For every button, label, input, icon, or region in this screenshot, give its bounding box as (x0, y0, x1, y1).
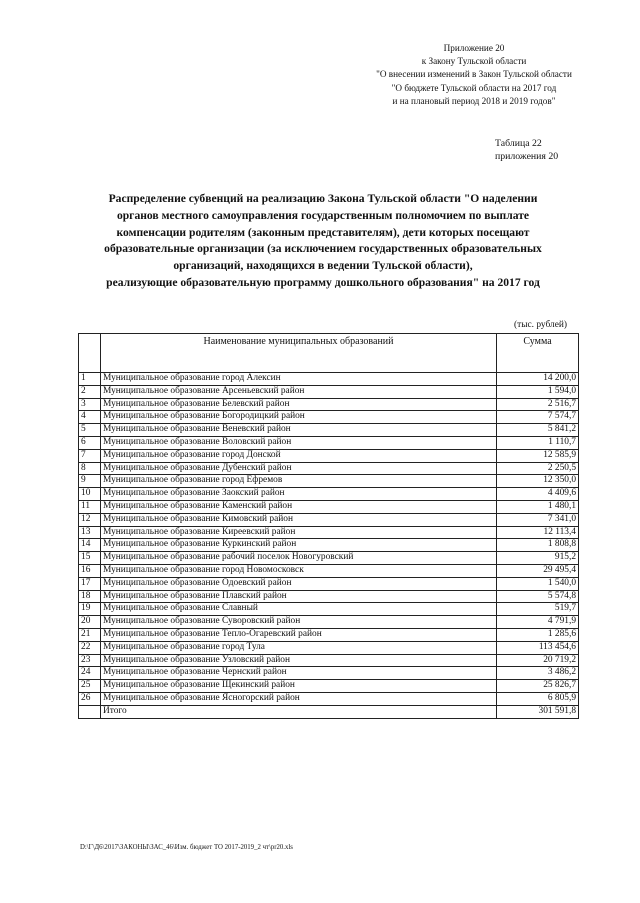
table-row (79, 680, 579, 693)
total-label: Итого (101, 705, 497, 718)
row-number: 7 (79, 449, 101, 462)
appendix-line: к Закону Тульской области (421, 56, 527, 67)
row-name: Муниципальное образование Щекинский район (101, 680, 497, 693)
row-sum: 1 540,0 (497, 577, 579, 590)
table-row (79, 539, 579, 552)
table-row (79, 462, 579, 475)
table-row (79, 449, 579, 462)
table-row (79, 475, 579, 488)
row-name: Муниципальное образование Дубенский район (101, 462, 497, 475)
header-name: Наименование муниципальных образований (101, 334, 497, 373)
appendix-line: "О бюджете Тульской области на 2017 год (391, 82, 557, 93)
table-row (79, 411, 579, 424)
row-number: 12 (79, 513, 101, 526)
table-row (79, 424, 579, 437)
subsidy-table (78, 333, 579, 719)
row-name: Муниципальное образование Ясногорский район (101, 692, 497, 705)
row-name: Муниципальное образование Воловский район (101, 436, 497, 449)
row-number: 23 (79, 654, 101, 667)
row-sum: 14 200,0 (497, 373, 579, 386)
unit-label: (тыс. рублей) (514, 320, 568, 330)
table-row (79, 616, 579, 629)
row-name: Муниципальное образование Суворовский район (101, 616, 497, 629)
table-row (79, 385, 579, 398)
title-line: органов местного самоуправления государственным полномочием по выплате (116, 208, 530, 222)
table-total-row (79, 705, 579, 718)
table-row (79, 590, 579, 603)
row-name: Муниципальное образование рабочий поселок Новогуровский (101, 552, 497, 565)
title-line: Распределение субвенций на реализацию Закона Тульской области "О наделении (108, 192, 538, 205)
row-number: 17 (79, 577, 101, 590)
row-number: 11 (79, 500, 101, 513)
row-name: Муниципальное образование Каменский район (101, 500, 497, 513)
title-line: реализующие образовательную программу дошкольного образования" на 2017 год (106, 275, 540, 289)
row-number: 1 (79, 373, 101, 386)
appendix-line: "О внесении изменений в Закон Тульской области (376, 69, 572, 80)
row-number: 26 (79, 692, 101, 705)
row-number: 14 (79, 539, 101, 552)
row-sum: 5 574,8 (497, 590, 579, 603)
table-row (79, 654, 579, 667)
header-number (79, 334, 101, 373)
row-name: Муниципальное образование Богородицкий район (101, 411, 497, 424)
row-number: 4 (79, 411, 101, 424)
row-sum: 12 113,4 (497, 526, 579, 539)
total-number-cell (79, 705, 101, 718)
row-number: 24 (79, 667, 101, 680)
row-sum: 12 585,9 (497, 449, 579, 462)
title-line: компенсации родителям (законным представителям), дети которых посещают (116, 225, 530, 239)
table-row (79, 373, 579, 386)
row-number: 8 (79, 462, 101, 475)
row-sum: 1 594,0 (497, 385, 579, 398)
row-number: 21 (79, 628, 101, 641)
header-sum: Сумма (497, 334, 579, 373)
file-path-footer: D:\Г\Д6\2017\ЗАКОНЫ\ЗАС_46\Изм. бюджет ТО 2017-2019_2 чт\pr20.xls (80, 844, 293, 851)
row-name: Муниципальное образование Славный (101, 603, 497, 616)
row-sum: 3 486,2 (497, 667, 579, 680)
row-name: Муниципальное образование город Тула (101, 641, 497, 654)
table-row (79, 641, 579, 654)
row-sum: 1 285,6 (497, 628, 579, 641)
row-number: 6 (79, 436, 101, 449)
row-number: 25 (79, 680, 101, 693)
row-sum: 915,2 (497, 552, 579, 565)
row-name: Муниципальное образование Тепло-Огаревский район (101, 628, 497, 641)
row-sum: 29 495,4 (497, 564, 579, 577)
title-line: организаций, находящихся в ведении Тульской области), (173, 259, 473, 273)
row-name: Муниципальное образование Киреевский район (101, 526, 497, 539)
table-row (79, 526, 579, 539)
row-name: Муниципальное образование Узловский район (101, 654, 497, 667)
row-number: 18 (79, 590, 101, 603)
table-header-row (79, 334, 579, 373)
table-row (79, 513, 579, 526)
table-row (79, 564, 579, 577)
table-row (79, 436, 579, 449)
table-row (79, 488, 579, 501)
row-sum: 2 250,5 (497, 462, 579, 475)
row-name: Муниципальное образование Одоевский район (101, 577, 497, 590)
row-sum: 6 805,9 (497, 692, 579, 705)
appendix-line: Приложение 20 (443, 43, 505, 53)
row-name: Муниципальное образование город Ефремов (101, 475, 497, 488)
table-row (79, 667, 579, 680)
row-sum: 7 341,0 (497, 513, 579, 526)
table-ref-line: Таблица 22 (495, 138, 542, 149)
row-sum: 519,7 (497, 603, 579, 616)
row-sum: 2 516,7 (497, 398, 579, 411)
row-name: Муниципальное образование Плавский район (101, 590, 497, 603)
row-name: Муниципальное образование город Донской (101, 449, 497, 462)
row-number: 5 (79, 424, 101, 437)
row-number: 2 (79, 385, 101, 398)
row-number: 15 (79, 552, 101, 565)
row-sum: 20 719,2 (497, 654, 579, 667)
table-row (79, 500, 579, 513)
row-name: Муниципальное образование Белевский район (101, 398, 497, 411)
total-sum: 301 591,8 (497, 705, 579, 718)
table-ref-line: приложения 20 (495, 151, 559, 162)
row-name: Муниципальное образование Куркинский район (101, 539, 497, 552)
row-name: Муниципальное образование Арсеньевский район (101, 385, 497, 398)
table-row (79, 628, 579, 641)
row-name: Муниципальное образование Чернский район (101, 667, 497, 680)
row-sum: 113 454,6 (497, 641, 579, 654)
table-row (79, 398, 579, 411)
row-name: Муниципальное образование Заокский район (101, 488, 497, 501)
row-number: 3 (79, 398, 101, 411)
row-number: 20 (79, 616, 101, 629)
row-number: 10 (79, 488, 101, 501)
row-name: Муниципальное образование Кимовский район (101, 513, 497, 526)
row-sum: 1 110,7 (497, 436, 579, 449)
table-row (79, 577, 579, 590)
table-row (79, 552, 579, 565)
row-sum: 1 808,8 (497, 539, 579, 552)
row-sum: 5 841,2 (497, 424, 579, 437)
row-name: Муниципальное образование город Новомосковск (101, 564, 497, 577)
row-sum: 12 350,0 (497, 475, 579, 488)
row-number: 13 (79, 526, 101, 539)
appendix-header (330, 42, 618, 108)
document-title (78, 191, 568, 292)
row-name: Муниципальное образование Веневский район (101, 424, 497, 437)
row-sum: 4 409,6 (497, 488, 579, 501)
title-line: образовательные организации (за исключением государственных образовательных (104, 242, 542, 256)
row-number: 22 (79, 641, 101, 654)
row-sum: 1 480,1 (497, 500, 579, 513)
row-sum: 4 791,9 (497, 616, 579, 629)
table-reference (495, 137, 558, 163)
row-name: Муниципальное образование город Алексин (101, 373, 497, 386)
table-row (79, 692, 579, 705)
appendix-line: и на плановый период 2018 и 2019 годов" (392, 95, 556, 106)
table-row (79, 603, 579, 616)
row-sum: 25 826,7 (497, 680, 579, 693)
row-number: 19 (79, 603, 101, 616)
row-number: 16 (79, 564, 101, 577)
row-number: 9 (79, 475, 101, 488)
row-sum: 7 574,7 (497, 411, 579, 424)
